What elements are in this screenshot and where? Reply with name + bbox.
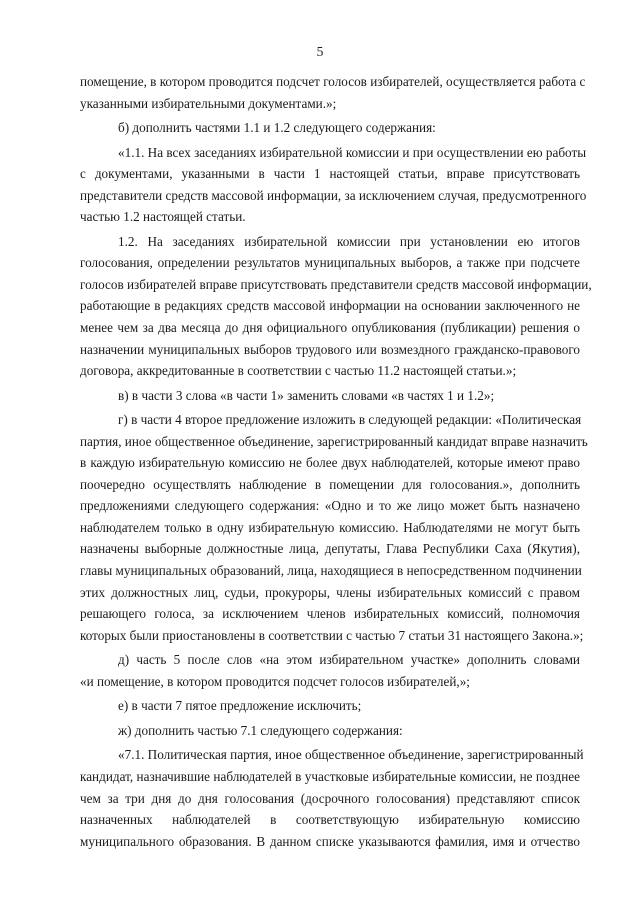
text-line: «1.1. На всех заседаниях избирательной комиссии и при осуществлении ею работы bbox=[118, 144, 587, 160]
text-line: в каждую избирательную комиссию не более двух наблюдателей, которые имеют право bbox=[80, 455, 580, 471]
text-line: 1.2. На заседаниях избирательной комиссии при установлении ею итогов bbox=[118, 233, 580, 249]
text-line: предложениями следующего содержания: «Одно и то же лицо может быть назначено bbox=[80, 498, 580, 514]
document-body bbox=[80, 71, 592, 852]
text-line: кандидат, назначившие наблюдателей в участковые избирательные комиссии, не позднее bbox=[80, 768, 580, 784]
text-line: наблюдателем только в одну избирательную комиссию. Наблюдателями не могут быть bbox=[80, 519, 580, 535]
text-line: этих должностных лиц, судьи, прокуроры, члены избирательных комиссий с правом bbox=[80, 584, 580, 600]
text-line: «7.1. Политическая партия, иное общественное объединение, зарегистрированный bbox=[118, 747, 584, 763]
text-line: голосов избирателей вправе присутствовать представители средств массовой информации, bbox=[80, 276, 592, 292]
text-line: е) в части 7 пятое предложение исключить; bbox=[118, 698, 362, 714]
text-line: партия, иное общественное объединение, зарегистрированный кандидат вправе назначить bbox=[80, 433, 588, 449]
text-line: «и помещение, в котором проводится подсчет голосов избирателей,»; bbox=[80, 673, 470, 689]
text-line: г) в части 4 второе предложение изложить в следующей редакции: «Политическая bbox=[118, 412, 582, 428]
text-line: назначении муниципальных выборов трудового или возмездного гражданско-правового bbox=[80, 341, 580, 357]
text-line: д) часть 5 после слов «на этом избирательном участке» дополнить словами bbox=[118, 652, 580, 668]
text-line: договора, аккредитованные в соответствии с частью 11.2 настоящей статьи.»; bbox=[80, 363, 517, 379]
text-line: представители средств массовой информации, за исключением случая, предусмотренного bbox=[80, 187, 587, 203]
text-line: которых были приостановлены в соответствии с частью 7 статьи 31 настоящего Закона.»; bbox=[80, 627, 584, 643]
text-line: помещение, в котором проводится подсчет голосов избирателей, осуществляется работа с bbox=[80, 74, 586, 89]
text-line: в) в части 3 слова «в части 1» заменить словами «в частях 1 и 1.2»; bbox=[118, 387, 495, 403]
text-line: частью 1.2 настоящей статьи. bbox=[80, 209, 246, 225]
text-line: главы муниципальных образований, лица, находящиеся в непосредственном подчинении bbox=[80, 563, 582, 579]
text-line: работающие в редакциях средств массовой информации на основании заключенного не bbox=[80, 298, 580, 314]
text-line: указанными избирательными документами.»; bbox=[80, 95, 337, 111]
page-number: 5 bbox=[316, 44, 324, 59]
text-line: менее чем за два месяца до дня официального опубликования (публикации) решения о bbox=[80, 320, 580, 336]
text-line: с документами, указанными в части 1 настоящей статьи, вправе присутствовать bbox=[80, 166, 580, 182]
text-line: поочередно осуществлять наблюдение в помещении для голосования.», дополнить bbox=[80, 476, 580, 492]
text-line: решающего голоса, за исключением членов избирательных комиссий, полномочия bbox=[80, 606, 580, 622]
text-line: муниципального образования. В данном списке указываются фамилия, имя и отчество bbox=[80, 833, 580, 849]
text-line: голосования, определении результатов муниципальных выборов, а также при подсчете bbox=[80, 255, 580, 271]
text-line: назначены выборные должностные лица, депутаты, Глава Республики Саха (Якутия), bbox=[80, 541, 580, 557]
text-line: б) дополнить частями 1.1 и 1.2 следующего содержания: bbox=[118, 120, 436, 136]
text-line: чем за три дня до дня голосования (досрочного голосования) представляют список bbox=[80, 790, 580, 806]
text-line: назначенных наблюдателей в соответствующую избирательную комиссию bbox=[80, 812, 580, 828]
text-line: ж) дополнить частью 7.1 следующего содержания: bbox=[118, 722, 403, 738]
